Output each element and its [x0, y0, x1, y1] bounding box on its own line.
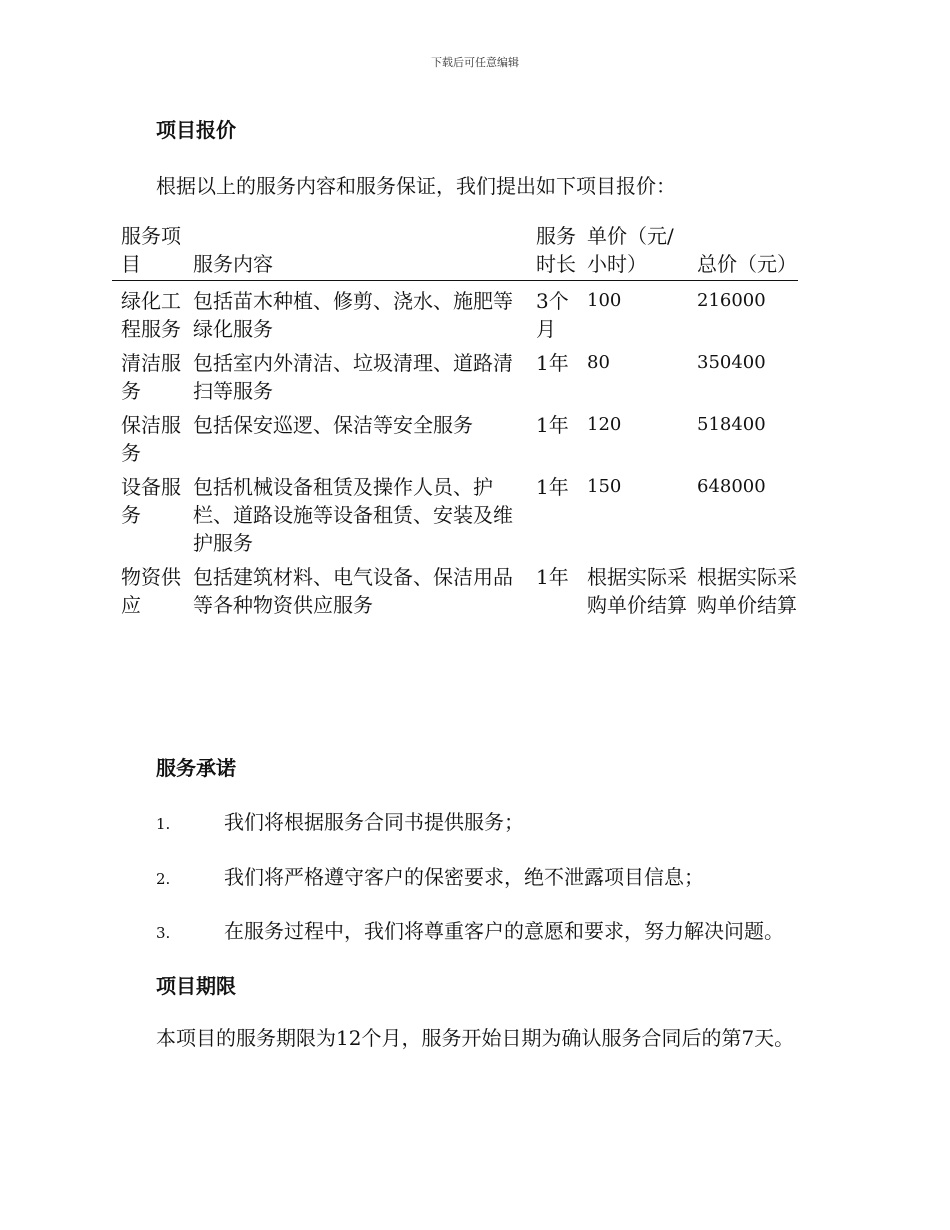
cell-duration: 1年	[536, 565, 569, 589]
cell-unit-price: 100	[587, 290, 622, 311]
header-total: 总价（元）	[688, 222, 798, 281]
table-row	[112, 557, 798, 619]
page-header: 下载后可任意编辑	[431, 56, 519, 69]
cell-total: 216000	[697, 290, 766, 311]
cell-total: 518400	[697, 414, 766, 435]
header-item: 服务项目	[112, 222, 184, 281]
cell-unit-price: 150	[587, 476, 622, 497]
list-item-number: 3.	[156, 924, 171, 942]
term-paragraph: 本项目的服务期限为12个月，服务开始日期为确认服务合同后的第7天。	[156, 1026, 795, 1050]
cell-unit-price: 根据实际采购单价结算	[587, 565, 687, 617]
list-item-text: 我们将根据服务合同书提供服务；	[224, 810, 524, 834]
cell-unit-price: 120	[587, 414, 622, 435]
cell-unit-price: 80	[587, 352, 610, 373]
list-item-number: 2.	[156, 870, 171, 888]
cell-content: 包括机械设备租赁及操作人员、护栏、道路设施等设备租赁、安装及维护服务	[193, 475, 513, 555]
header-content: 服务内容	[184, 222, 527, 281]
cell-total: 根据实际采购单价结算	[697, 565, 797, 617]
cell-item: 保洁服务	[121, 413, 181, 465]
list-item-text: 在服务过程中，我们将尊重客户的意愿和要求，努力解决问题。	[224, 919, 784, 943]
header-unit-price: 单价（元/小时）	[578, 222, 688, 281]
table-header-row	[112, 222, 798, 281]
section-title-term: 项目期限	[156, 974, 236, 998]
cell-item: 物资供应	[121, 565, 181, 617]
cell-duration: 1年	[536, 413, 569, 437]
cell-content: 包括保安巡逻、保洁等安全服务	[193, 413, 473, 437]
cell-duration: 1年	[536, 475, 569, 499]
cell-item: 设备服务	[121, 475, 181, 527]
quote-table	[112, 222, 798, 619]
list-item	[156, 915, 784, 944]
section-title-commitment: 服务承诺	[156, 756, 236, 780]
cell-content: 包括苗木种植、修剪、浇水、施肥等绿化服务	[193, 289, 513, 341]
list-item	[156, 806, 524, 835]
cell-total: 350400	[697, 352, 766, 373]
list-item	[156, 861, 704, 890]
list-item-number: 1.	[156, 815, 171, 833]
cell-duration: 3个月	[536, 289, 569, 341]
cell-duration: 1年	[536, 351, 569, 375]
table-row	[112, 467, 798, 557]
table-row	[112, 281, 798, 344]
cell-total: 648000	[697, 476, 766, 497]
cell-content: 包括室内外清洁、垃圾清理、道路清扫等服务	[193, 351, 513, 403]
cell-item: 绿化工程服务	[121, 289, 181, 341]
list-item-text: 我们将严格遵守客户的保密要求，绝不泄露项目信息；	[224, 865, 704, 889]
header-duration: 服务时长	[527, 222, 578, 281]
quote-intro: 根据以上的服务内容和服务保证，我们提出如下项目报价：	[156, 174, 676, 198]
table-row	[112, 405, 798, 467]
table-row	[112, 343, 798, 405]
cell-item: 清洁服务	[121, 351, 181, 403]
cell-content: 包括建筑材料、电气设备、保洁用品等各种物资供应服务	[193, 565, 513, 617]
section-title-quote: 项目报价	[156, 118, 236, 142]
